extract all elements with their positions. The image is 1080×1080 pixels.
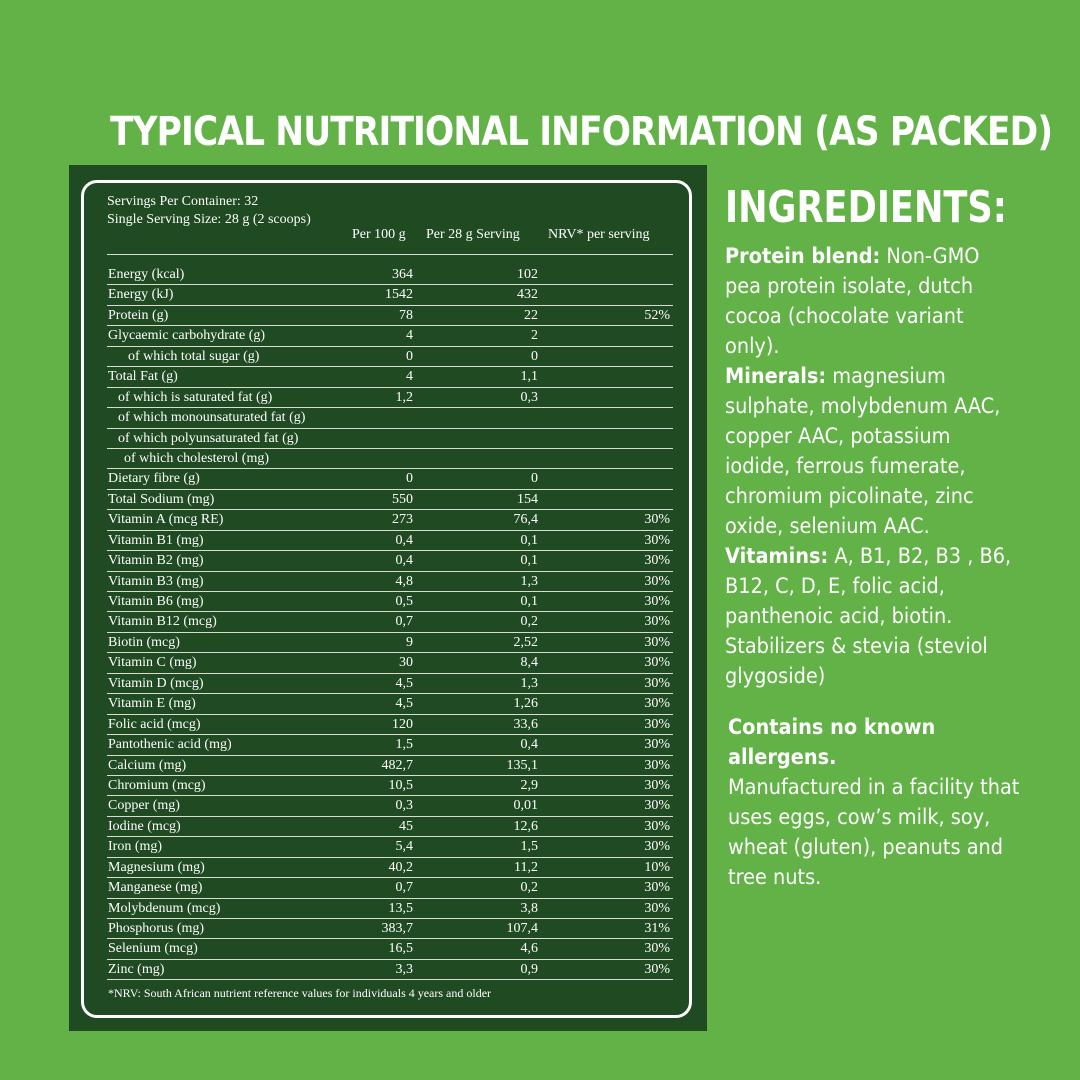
protein-blend-text: Non-GMO pea protein isolate, dutch cocoa (chocolate variant only). bbox=[725, 244, 980, 358]
table-row bbox=[107, 694, 673, 714]
nutrient-name: Chromium (mcg) bbox=[108, 777, 206, 793]
per-serving-value: 1,26 bbox=[513, 696, 538, 712]
per-serving-value: 1,1 bbox=[520, 369, 538, 385]
table-row bbox=[107, 899, 673, 919]
nrv-value: 30% bbox=[644, 757, 670, 773]
nrv-value: 30% bbox=[644, 900, 670, 916]
nrv-footnote: *NRV: South African nutrient reference values for individuals 4 years and older bbox=[108, 986, 492, 1000]
table-row bbox=[107, 388, 673, 408]
table-row bbox=[107, 919, 673, 939]
per-100g-value: 0,7 bbox=[395, 880, 413, 896]
nutrient-name: Energy (kcal) bbox=[108, 267, 185, 282]
vitamins-label: Vitamins: bbox=[725, 544, 829, 568]
column-header-nrv: NRV* per serving bbox=[548, 227, 650, 242]
per-serving-value: 1,5 bbox=[520, 839, 538, 855]
nrv-value: 30% bbox=[644, 777, 670, 793]
nrv-value: 30% bbox=[644, 798, 670, 814]
nutrient-name: Copper (mg) bbox=[108, 798, 180, 814]
per-serving-value: 76,4 bbox=[513, 512, 538, 528]
per-serving-value: 0,1 bbox=[520, 594, 538, 609]
per-serving-value: 0,9 bbox=[520, 961, 538, 977]
per-serving-value: 8,4 bbox=[520, 655, 538, 671]
per-100g-value: 273 bbox=[392, 512, 413, 528]
nutrient-name: Protein (g) bbox=[108, 307, 169, 323]
per-100g-value: 0,4 bbox=[395, 532, 413, 548]
vitamins-paragraph bbox=[725, 541, 1019, 631]
table-row bbox=[107, 469, 673, 489]
table-row bbox=[107, 510, 673, 530]
per-100g-value: 9 bbox=[406, 634, 413, 650]
stabilizers-paragraph: Stabilizers & stevia (steviol glygoside) bbox=[725, 634, 988, 688]
nrv-value: 30% bbox=[644, 532, 670, 548]
per-100g-value: 120 bbox=[392, 716, 413, 732]
per-100g-value: 383,7 bbox=[381, 921, 413, 936]
nutrient-name: Vitamin B3 (mg) bbox=[108, 573, 204, 589]
per-serving-value: 0 bbox=[531, 471, 538, 487]
column-header-per-100g: Per 100 g bbox=[352, 227, 406, 242]
nutrient-name: of which total sugar (g) bbox=[128, 348, 260, 364]
per-100g-value: 78 bbox=[399, 307, 413, 323]
nutrient-name: Total Fat (g) bbox=[108, 369, 178, 385]
per-serving-value: 0,3 bbox=[520, 389, 538, 405]
per-100g-value: 0 bbox=[406, 348, 413, 364]
table-row bbox=[107, 858, 673, 878]
nrv-value: 30% bbox=[644, 818, 670, 834]
per-100g-value: 13,5 bbox=[388, 900, 413, 916]
table-row bbox=[107, 592, 673, 612]
nrv-value: 30% bbox=[644, 961, 670, 977]
nrv-value: 10% bbox=[644, 859, 670, 875]
table-row bbox=[107, 612, 673, 632]
table-row bbox=[107, 408, 673, 428]
nrv-value: 30% bbox=[644, 941, 670, 957]
servings-per-container: Servings Per Container: 32 bbox=[107, 194, 259, 209]
per-100g-value: 16,5 bbox=[388, 941, 413, 957]
nutrient-name: Biotin (mcg) bbox=[108, 634, 180, 650]
nutrient-name: Vitamin C (mg) bbox=[108, 655, 197, 671]
ingredients-heading: INGREDIENTS: bbox=[725, 182, 1007, 233]
per-100g-value: 4,5 bbox=[395, 675, 413, 691]
per-serving-value: 2,9 bbox=[520, 777, 538, 793]
per-serving-value: 3,8 bbox=[520, 900, 538, 916]
per-serving-value: 0,1 bbox=[520, 532, 538, 548]
table-row bbox=[107, 939, 673, 959]
per-serving-value: 11,2 bbox=[514, 859, 538, 875]
table-row bbox=[107, 715, 673, 735]
per-100g-value: 0,3 bbox=[395, 798, 413, 814]
vitamins-text: A, B1, B2, B3 , B6, B12, C, D, E, folic acid, panthenoic acid, biotin. bbox=[725, 544, 1012, 628]
table-row bbox=[107, 735, 673, 755]
table-row bbox=[107, 449, 673, 469]
per-serving-value: 1,3 bbox=[520, 573, 538, 589]
nutrition-table bbox=[107, 265, 673, 980]
per-100g-value: 550 bbox=[392, 491, 413, 507]
per-100g-value: 1,2 bbox=[395, 389, 413, 405]
per-serving-value: 0,1 bbox=[520, 553, 538, 569]
per-serving-value: 0,4 bbox=[520, 737, 538, 753]
nutrient-name: Calcium (mg) bbox=[108, 757, 187, 773]
per-serving-value: 154 bbox=[517, 491, 538, 507]
table-row bbox=[107, 347, 673, 367]
nrv-value: 30% bbox=[644, 553, 670, 569]
table-row bbox=[107, 551, 673, 571]
nutrient-name: Vitamin B6 (mg) bbox=[108, 594, 204, 609]
header-divider bbox=[107, 254, 673, 255]
nutrient-name: Vitamin D (mcg) bbox=[108, 675, 204, 691]
nutrient-name: Glycaemic carbohydrate (g) bbox=[108, 328, 266, 344]
nrv-value: 30% bbox=[644, 634, 670, 650]
table-row bbox=[107, 429, 673, 449]
per-100g-value: 0 bbox=[406, 471, 413, 487]
nutrient-name: Phosphorus (mg) bbox=[108, 921, 205, 936]
table-row bbox=[107, 531, 673, 551]
per-serving-value: 102 bbox=[517, 267, 538, 282]
table-row bbox=[107, 653, 673, 673]
per-100g-value: 0,4 bbox=[395, 553, 413, 569]
minerals-text: magnesium sulphate, molybdenum AAC, copper AAC, potassium iodide, ferrous fumerate, chromium picolinate, zinc oxide, selenium AAC. bbox=[725, 364, 1001, 538]
nutrient-name: of which polyunsaturated fat (g) bbox=[118, 430, 299, 446]
per-100g-value: 482,7 bbox=[381, 757, 413, 773]
per-100g-value: 5,4 bbox=[395, 839, 413, 855]
table-row bbox=[107, 796, 673, 816]
protein-blend-label: Protein blend: bbox=[725, 244, 881, 268]
nrv-value: 30% bbox=[644, 594, 670, 609]
table-row bbox=[107, 674, 673, 694]
table-row bbox=[107, 265, 673, 285]
nutrient-name: of which is saturated fat (g) bbox=[118, 389, 273, 405]
nrv-value: 30% bbox=[644, 880, 670, 896]
nrv-value: 30% bbox=[644, 512, 670, 528]
per-100g-value: 4,8 bbox=[395, 573, 413, 589]
per-100g-value: 4 bbox=[406, 369, 413, 385]
nrv-value: 52% bbox=[644, 307, 670, 323]
table-row bbox=[107, 960, 673, 980]
serving-size: Single Serving Size: 28 g (2 scoops) bbox=[107, 212, 311, 227]
table-row bbox=[107, 490, 673, 510]
nutrient-name: of which cholesterol (mg) bbox=[124, 450, 270, 466]
nutrient-name: Dietary fibre (g) bbox=[108, 471, 200, 487]
per-serving-value: 33,6 bbox=[513, 716, 538, 732]
per-100g-value: 1,5 bbox=[395, 737, 413, 753]
per-100g-value: 0,5 bbox=[395, 594, 413, 609]
table-row bbox=[107, 837, 673, 857]
per-serving-value: 0,2 bbox=[520, 614, 538, 630]
per-serving-value: 2,52 bbox=[513, 634, 538, 650]
nrv-value: 30% bbox=[644, 716, 670, 732]
table-row bbox=[107, 776, 673, 796]
protein-blend-paragraph bbox=[725, 241, 1019, 361]
per-100g-value: 3,3 bbox=[395, 961, 413, 977]
allergen-info bbox=[728, 712, 1022, 892]
nrv-value: 30% bbox=[644, 737, 670, 753]
per-100g-value: 40,2 bbox=[388, 859, 413, 875]
per-100g-value: 4 bbox=[406, 328, 413, 344]
nutrient-name: Selenium (mcg) bbox=[108, 941, 198, 957]
nutrient-name: Vitamin B2 (mg) bbox=[108, 553, 204, 569]
nutrient-name: Energy (kJ) bbox=[108, 287, 174, 303]
allergen-heading: Contains no known allergens. bbox=[728, 715, 936, 769]
per-100g-value: 45 bbox=[399, 818, 413, 834]
column-header-per-serving: Per 28 g Serving bbox=[426, 227, 520, 242]
nrv-value: 31% bbox=[644, 921, 670, 936]
nutrient-name: Magnesium (mg) bbox=[108, 859, 205, 875]
nutrient-name: Folic acid (mcg) bbox=[108, 716, 201, 732]
table-row bbox=[107, 633, 673, 653]
nutrient-name: Total Sodium (mg) bbox=[108, 491, 215, 507]
per-serving-value: 0 bbox=[531, 348, 538, 364]
minerals-paragraph bbox=[725, 361, 1019, 541]
per-serving-value: 432 bbox=[517, 287, 538, 303]
table-row bbox=[107, 878, 673, 898]
nutrient-name: Vitamin A (mcg RE) bbox=[108, 512, 224, 528]
nutrient-name: Zinc (mg) bbox=[108, 961, 165, 977]
nutrient-name: Vitamin B1 (mg) bbox=[108, 532, 204, 548]
nutrient-name: Iodine (mcg) bbox=[108, 818, 181, 834]
nutrient-name: Molybdenum (mcg) bbox=[108, 900, 221, 916]
per-serving-value: 22 bbox=[524, 307, 538, 323]
per-serving-value: 0,01 bbox=[513, 798, 538, 814]
minerals-label: Minerals: bbox=[725, 364, 827, 388]
table-row bbox=[107, 572, 673, 592]
per-serving-value: 135,1 bbox=[506, 757, 538, 773]
table-row bbox=[107, 817, 673, 837]
per-serving-value: 4,6 bbox=[520, 941, 538, 957]
ingredients-list bbox=[725, 241, 1019, 691]
table-row bbox=[107, 367, 673, 387]
nutrient-name: Vitamin B12 (mcg) bbox=[108, 614, 217, 630]
page-title: TYPICAL NUTRITIONAL INFORMATION (AS PACKED) bbox=[110, 109, 1053, 155]
nutrient-name: Manganese (mg) bbox=[108, 880, 203, 896]
table-row bbox=[107, 285, 673, 305]
nutrient-name: of which monounsaturated fat (g) bbox=[118, 410, 306, 426]
per-serving-value: 12,6 bbox=[513, 818, 538, 834]
nutrient-name: Iron (mg) bbox=[108, 839, 163, 855]
allergen-text: Manufactured in a facility that uses eggs, cow’s milk, soy, wheat (gluten), peanuts and tree nuts. bbox=[728, 775, 1020, 889]
nutrient-name: Pantothenic acid (mg) bbox=[108, 737, 232, 753]
per-serving-value: 0,2 bbox=[520, 880, 538, 896]
per-100g-value: 1542 bbox=[385, 287, 413, 303]
nrv-value: 30% bbox=[644, 696, 670, 712]
table-row bbox=[107, 756, 673, 776]
nrv-value: 30% bbox=[644, 839, 670, 855]
nrv-value: 30% bbox=[644, 573, 670, 589]
per-serving-value: 107,4 bbox=[506, 921, 538, 936]
per-100g-value: 364 bbox=[392, 267, 413, 282]
per-serving-value: 1,3 bbox=[520, 675, 538, 691]
nrv-value: 30% bbox=[644, 675, 670, 691]
per-100g-value: 0,7 bbox=[395, 614, 413, 630]
nutrient-name: Vitamin E (mg) bbox=[108, 696, 196, 712]
table-row bbox=[107, 326, 673, 346]
nrv-value: 30% bbox=[644, 614, 670, 630]
table-row bbox=[107, 306, 673, 326]
per-100g-value: 4,5 bbox=[395, 696, 413, 712]
per-100g-value: 10,5 bbox=[388, 777, 413, 793]
per-serving-value: 2 bbox=[531, 328, 538, 344]
per-100g-value: 30 bbox=[399, 655, 413, 671]
nrv-value: 30% bbox=[644, 655, 670, 671]
